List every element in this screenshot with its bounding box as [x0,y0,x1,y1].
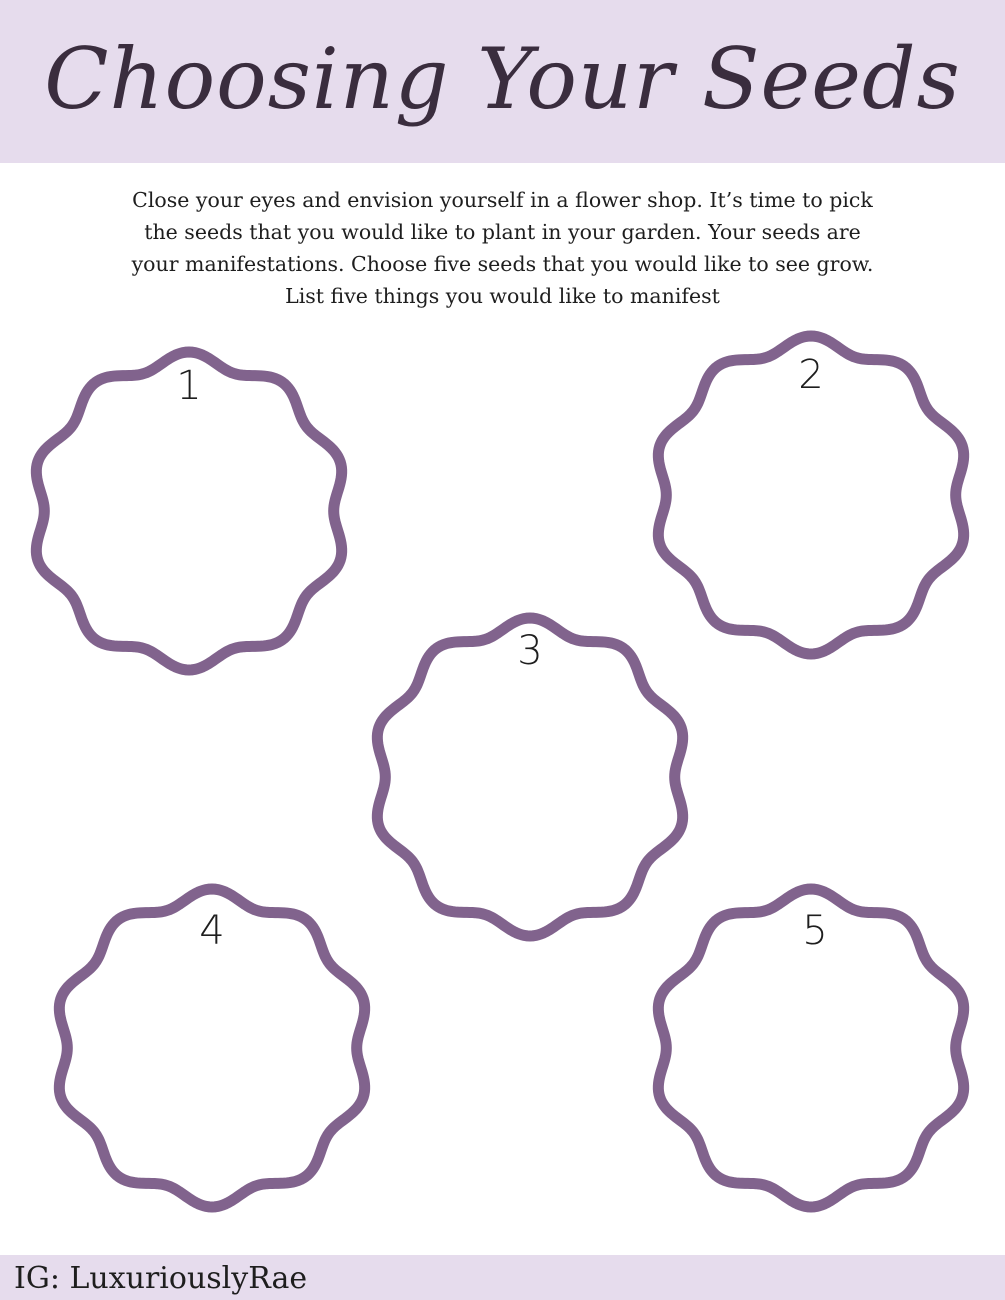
instructions-line-3: your manifestations. Choose five seeds that you would like to see grow. [131,252,874,276]
instructions-line-4: List five things you would like to manifest [285,284,720,308]
seed-number-5: 5 [802,908,828,954]
seed-number-2: 2 [798,352,824,398]
seed-shape-3[interactable] [377,618,682,936]
instructions-line-1: Close your eyes and envision yourself in a flower shop. It’s time to pick [132,188,873,212]
seed-shape-1[interactable] [36,352,341,670]
instructions-line-2: the seeds that you would like to plant in your garden. Your seeds are [144,220,861,244]
seed-shape-4[interactable] [59,889,364,1207]
seed-shape-5[interactable] [658,889,963,1207]
seed-number-3: 3 [517,628,543,674]
seed-number-4: 4 [199,908,225,954]
footer-bar [0,1255,1005,1300]
seed-number-1: 1 [176,363,202,409]
seed-shape-2[interactable] [658,336,963,654]
instagram-handle: IG: LuxuriouslyRae [14,1261,308,1296]
page-title: Choosing Your Seeds [44,29,961,128]
